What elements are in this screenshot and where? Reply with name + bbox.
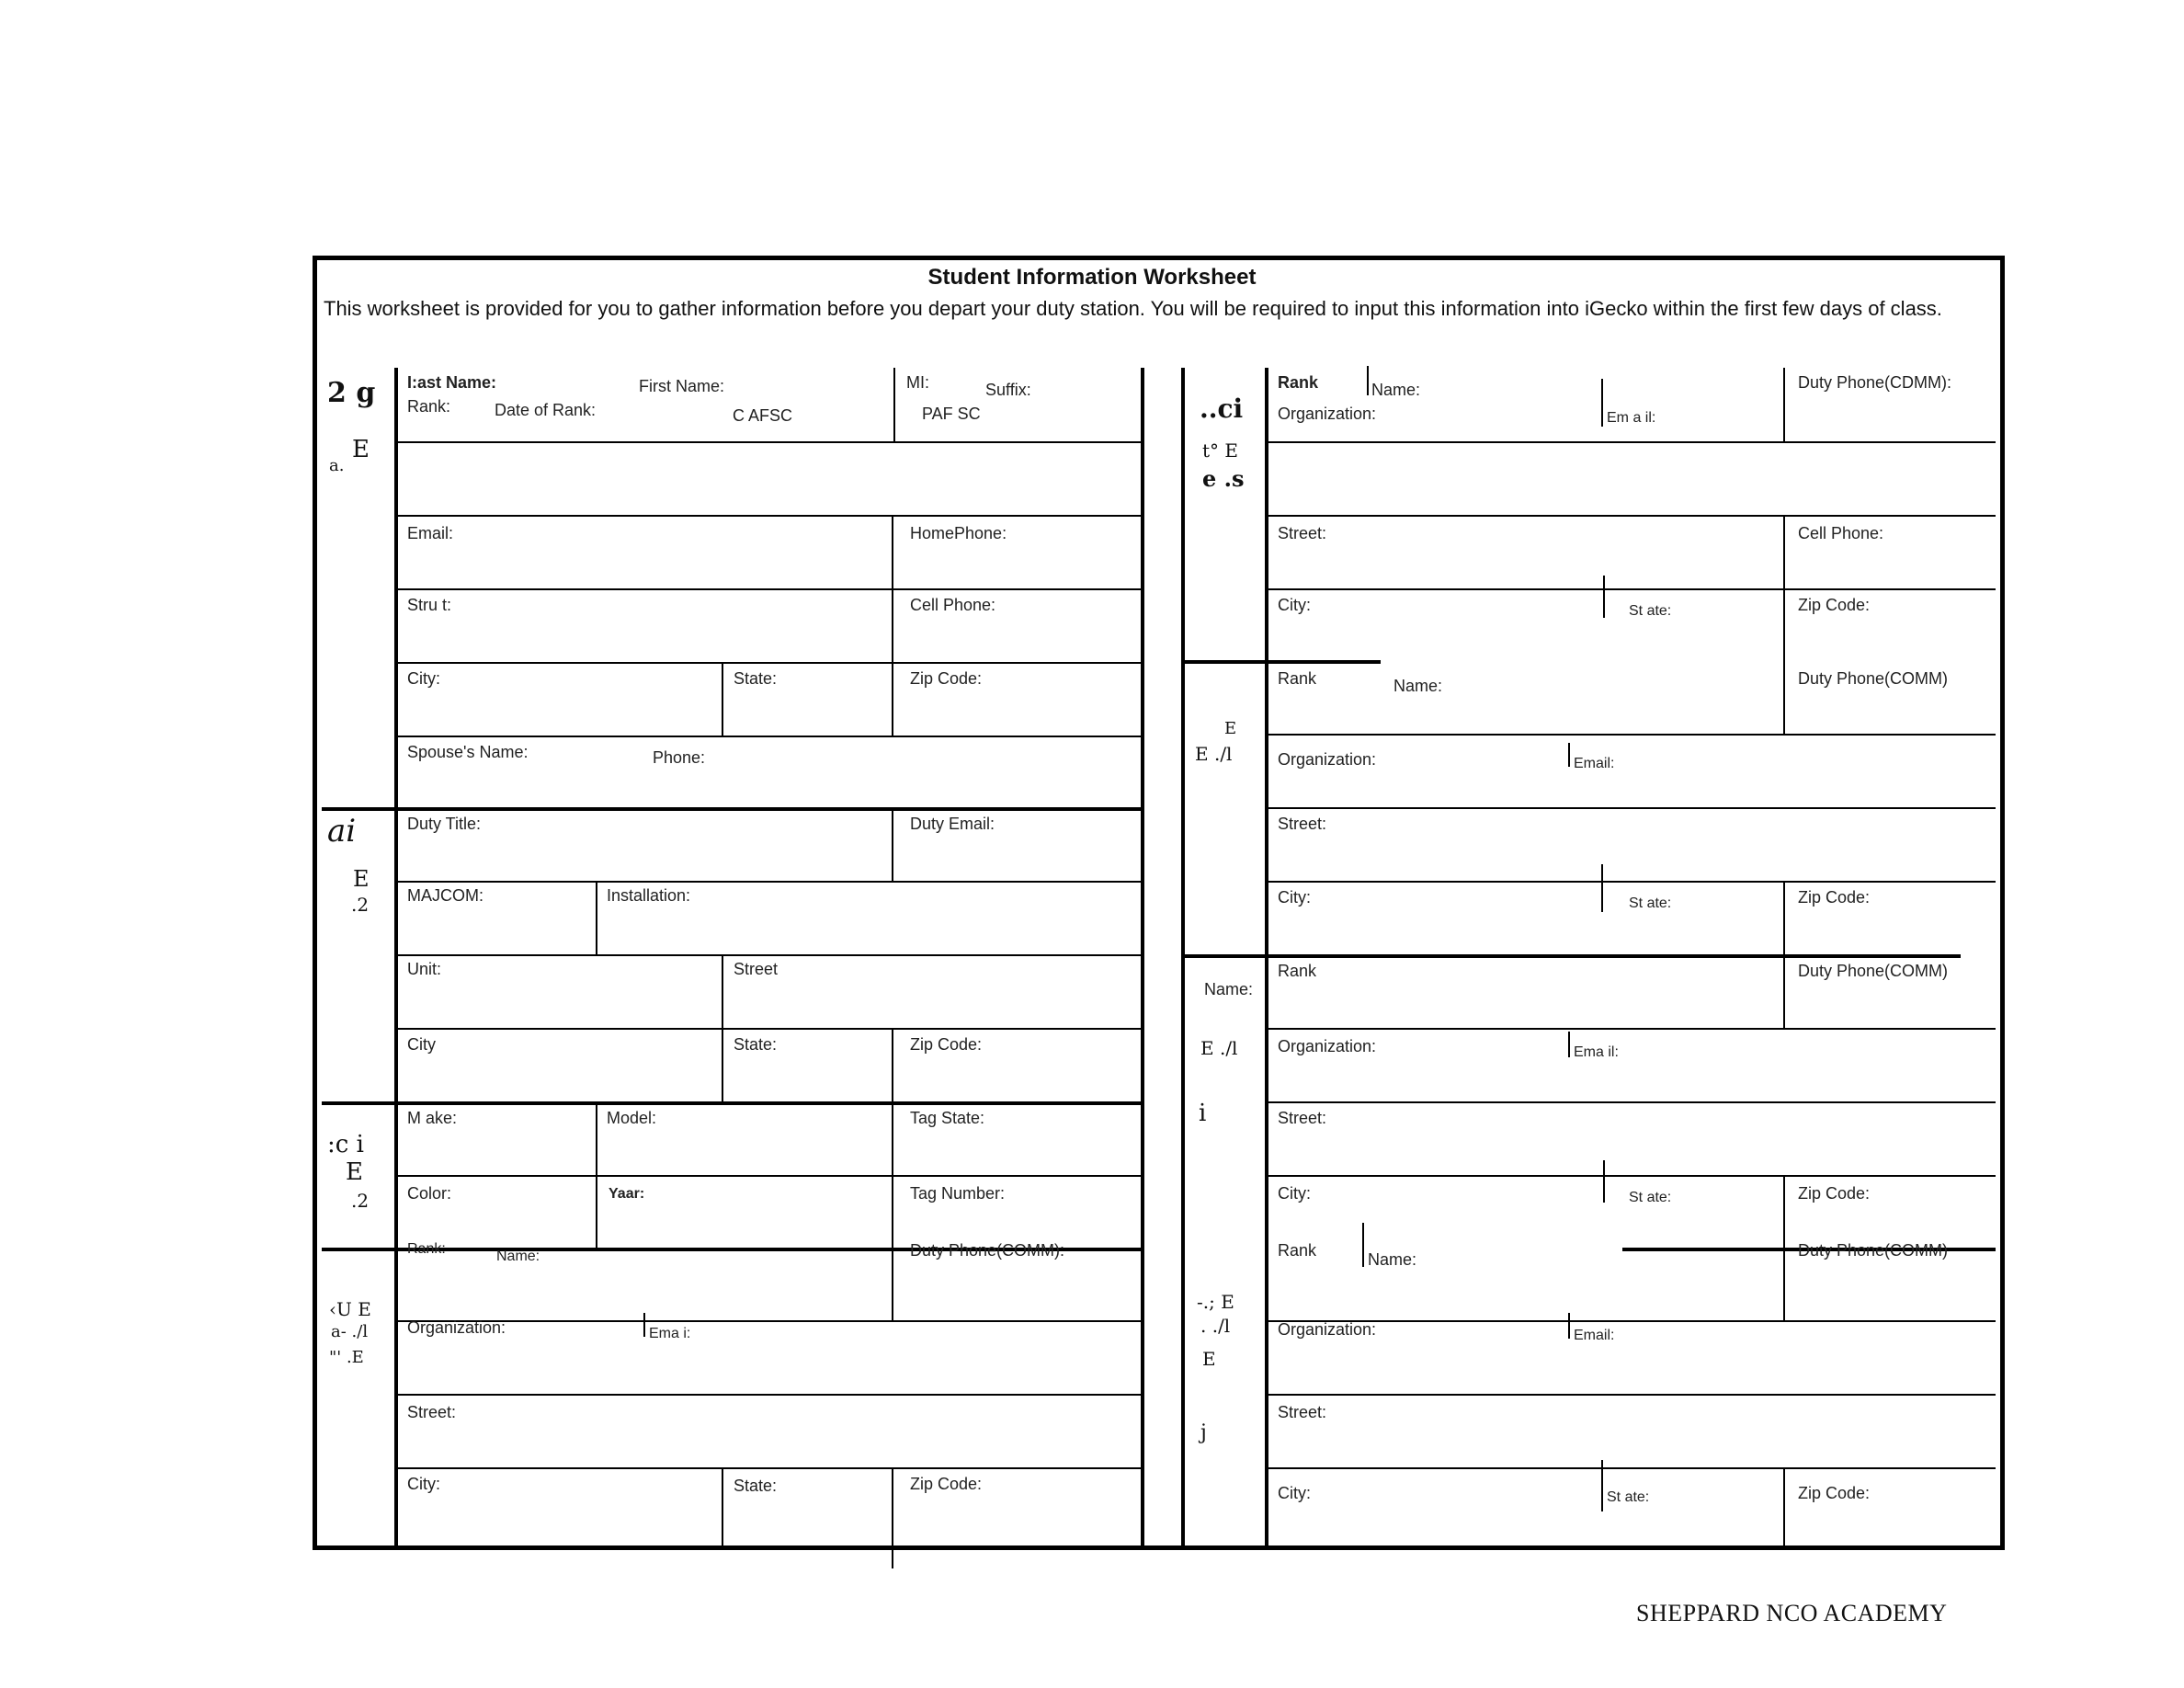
color-field[interactable] [396, 1177, 595, 1247]
street-field[interactable] [396, 590, 891, 662]
side-label-ref3: i [1199, 1100, 1207, 1127]
duty-street-label: Street [734, 960, 779, 978]
ref2-email-label: Email: [1574, 756, 1615, 771]
form-intro: This worksheet is provided for you to gather information before you depart your duty station. You will be required to input this information into iGecko within the first few days of class. [324, 297, 1942, 320]
side-label-ref4: . ./l [1200, 1315, 1231, 1337]
duty-city-field[interactable] [396, 1030, 721, 1101]
ref3-state-label: St ate: [1629, 1190, 1672, 1205]
ref4-state-field[interactable] [1605, 1469, 1782, 1548]
ref2-state-label: St ate: [1629, 895, 1672, 911]
ref4-zip-label: Zip Code: [1798, 1484, 1871, 1502]
ref3-zip-label: Zip Code: [1798, 1184, 1871, 1203]
street-label: Stru t: [407, 596, 452, 614]
form-title: Student Information Worksheet [927, 265, 1257, 290]
side-label-ref1: t° E [1202, 439, 1238, 462]
sup-org-email-field[interactable] [396, 1322, 1141, 1394]
side-label-personal: E [352, 436, 370, 463]
ref4-org-email-field[interactable] [1267, 1322, 1996, 1394]
duty-title-field[interactable] [396, 811, 891, 881]
ref1-org-email-field[interactable] [1267, 443, 1996, 515]
sup-org-label: Organization: [407, 1318, 506, 1337]
ref4-duty-phone-label: Duty Phone(COMM) [1798, 1241, 1949, 1260]
sup-duty-phone-label: Duty Phone(COMM): [910, 1241, 1065, 1260]
duty-state-field[interactable] [723, 1030, 891, 1101]
ref3-street-field[interactable] [1267, 1103, 1996, 1175]
side-label-supervisor: ‹U E [329, 1298, 371, 1320]
sup-street-label: Street: [407, 1403, 457, 1421]
ref4-state-label: St ate: [1607, 1489, 1650, 1505]
ref4-rank-name-field[interactable] [1267, 1250, 1782, 1320]
ref3-org-email-field[interactable] [1267, 1030, 1996, 1101]
side-label-vehicle: .2 [351, 1190, 370, 1212]
rank-label: Rank: [407, 397, 451, 416]
ref3-rank-label: Rank [1278, 962, 1317, 980]
ref1-name-label: Name: [1371, 381, 1421, 399]
year-field[interactable] [597, 1177, 891, 1247]
rule [1601, 379, 1603, 427]
installation-label: Installation: [607, 886, 691, 905]
zip-field[interactable] [893, 664, 1141, 736]
side-label-ref3: E ./l [1200, 1037, 1238, 1059]
rule [1601, 1460, 1603, 1511]
ref4-city-label: City: [1278, 1484, 1311, 1502]
ref2-duty-phone-field[interactable] [1785, 664, 1996, 734]
ref3-zip-field[interactable] [1785, 1177, 1996, 1247]
rule [1601, 864, 1603, 912]
duty-state-label: State: [734, 1035, 778, 1054]
ref1-email-label: Em a il: [1607, 410, 1656, 426]
model-field[interactable] [597, 1105, 891, 1175]
first-name-label: First Name: [639, 377, 725, 395]
majcom-field[interactable] [396, 883, 595, 954]
ref3-duty-phone-field[interactable] [1785, 958, 1996, 1028]
side-label-ref1: ..ci [1200, 393, 1244, 424]
center-left-rule [1141, 368, 1144, 1550]
ref4-city-field[interactable] [1267, 1469, 1598, 1548]
make-label: M ake: [407, 1109, 458, 1127]
sup-state-label: State: [734, 1477, 778, 1495]
tag-number-field[interactable] [893, 1177, 1141, 1247]
duty-email-field[interactable] [893, 811, 1141, 881]
ref4-zip-field[interactable] [1785, 1469, 1996, 1548]
ref1-street-field[interactable] [1267, 517, 1782, 588]
duty-city-label: City [407, 1035, 436, 1054]
ref3-rank-name-field[interactable] [1267, 958, 1782, 1028]
side-label-ref2: E ./l [1195, 743, 1233, 765]
side-label-personal: a. [329, 456, 345, 475]
city-label: City: [407, 669, 440, 688]
side-label-ref4: E [1202, 1348, 1216, 1370]
spouse-phone-label: Phone: [653, 748, 706, 767]
side-label-vehicle: :c i [327, 1131, 364, 1158]
side-label-duty: ai [327, 813, 357, 850]
side-label-supervisor: a- ./l [331, 1322, 369, 1341]
center-right-rule [1181, 368, 1185, 1550]
duty-zip-field[interactable] [893, 1030, 1141, 1101]
ref2-zip-field[interactable] [1785, 883, 1996, 954]
ref1-zip-field[interactable] [1785, 590, 1996, 660]
email-field[interactable] [396, 517, 891, 588]
email-label: Email: [407, 524, 454, 542]
ref2-street-label: Street: [1278, 815, 1327, 833]
ref3-name-label: Name: [1204, 980, 1254, 998]
cell-phone-label: Cell Phone: [910, 596, 996, 614]
unit-field[interactable] [396, 956, 721, 1028]
majcom-label: MAJCOM: [407, 886, 483, 905]
spouse-name-field[interactable] [396, 737, 644, 807]
ref2-rank-label: Rank [1278, 669, 1317, 688]
ref4-street-label: Street: [1278, 1403, 1327, 1421]
ref2-city-label: City: [1278, 888, 1311, 907]
state-label: State: [734, 669, 778, 688]
sup-street-field[interactable] [396, 1396, 1141, 1467]
city-field[interactable] [396, 664, 721, 736]
ref1-city-field[interactable] [1267, 590, 1598, 660]
tag-number-label: Tag Number: [910, 1184, 1006, 1203]
cell-phone-field[interactable] [893, 590, 1141, 662]
spouse-phone-field[interactable] [647, 737, 1141, 807]
date-of-rank-label: Date of Rank: [495, 401, 597, 419]
make-field[interactable] [396, 1105, 595, 1175]
ref1-cell-phone-field[interactable] [1785, 517, 1996, 588]
suffix-label: Suffix: [985, 381, 1031, 399]
ref1-duty-phone-label: Duty Phone(CDMM): [1798, 373, 1952, 392]
ref2-city-field[interactable] [1267, 883, 1598, 954]
ref2-org-label: Organization: [1278, 750, 1377, 769]
ref1-cell-phone-label: Cell Phone: [1798, 524, 1884, 542]
color-label: Color: [407, 1184, 452, 1203]
sup-rank-label: Rank: [407, 1241, 446, 1257]
last-name-label: I:ast Name: [407, 373, 497, 392]
ref1-state-label: St ate: [1629, 603, 1672, 619]
ref4-org-label: Organization: [1278, 1320, 1377, 1339]
duty-zip-label: Zip Code: [910, 1035, 983, 1054]
ref2-rank-name-field[interactable] [1267, 664, 1782, 734]
pafsc-label: PAF SC [922, 405, 981, 423]
ref3-org-label: Organization: [1278, 1037, 1377, 1055]
cafsc-label: C AFSC [733, 406, 793, 425]
home-phone-label: HomePhone: [910, 524, 1007, 542]
ref4-rank-label: Rank [1278, 1241, 1317, 1260]
ref1-city-label: City: [1278, 596, 1311, 614]
ref2-state-field[interactable] [1605, 883, 1782, 954]
installation-field[interactable] [597, 883, 1141, 954]
ref3-email-label: Ema il: [1574, 1044, 1619, 1060]
ref2-zip-label: Zip Code: [1798, 888, 1871, 907]
ref1-org-label: Organization: [1278, 405, 1377, 423]
side-label-ref1: e .s [1202, 465, 1245, 492]
state-field[interactable] [723, 664, 891, 736]
rule [1367, 366, 1369, 395]
sup-duty-phone-field[interactable] [893, 1250, 1141, 1320]
ref2-street-field[interactable] [1267, 809, 1996, 881]
sup-city-field[interactable] [396, 1469, 721, 1548]
sup-state-field[interactable] [723, 1469, 891, 1548]
ref2-duty-phone-label: Duty Phone(COMM) [1798, 669, 1949, 688]
duty-title-label: Duty Title: [407, 815, 482, 833]
sup-zip-label: Zip Code: [910, 1475, 983, 1493]
ref1-rank-label: Rank [1278, 373, 1319, 392]
year-label: Yaar: [609, 1186, 645, 1202]
side-label-duty: E [353, 866, 370, 892]
ref4-email-label: Email: [1574, 1328, 1615, 1343]
side-label-ref4: -.; E [1197, 1291, 1234, 1313]
ref4-street-field[interactable] [1267, 1396, 1996, 1467]
name-rank-entry[interactable] [396, 443, 1141, 515]
ref2-org-email-field[interactable] [1267, 736, 1996, 807]
ref1-zip-label: Zip Code: [1798, 596, 1871, 614]
model-label: Model: [607, 1109, 657, 1127]
sup-name-label: Name: [496, 1249, 540, 1264]
sup-city-label: City: [407, 1475, 440, 1493]
sup-rank-name-field[interactable] [396, 1250, 891, 1320]
ref2-name-label: Name: [1393, 677, 1443, 695]
side-label-ref4: j [1200, 1421, 1207, 1444]
side-label-vehicle: E [346, 1158, 363, 1186]
side-label-supervisor: "' .E [329, 1348, 364, 1367]
tag-state-field[interactable] [893, 1105, 1141, 1175]
academy-footer: SHEPPARD NCO ACADEMY [1636, 1600, 1948, 1626]
rule [893, 368, 895, 441]
ref1-state-field[interactable] [1605, 590, 1782, 660]
ref3-city-field[interactable] [1267, 1177, 1598, 1247]
duty-email-label: Duty Email: [910, 815, 995, 833]
ref1-street-label: Street: [1278, 524, 1327, 542]
ref3-state-field[interactable] [1605, 1177, 1782, 1247]
mi-label: MI: [906, 373, 929, 392]
side-label-duty: .2 [351, 894, 370, 916]
home-phone-field[interactable] [893, 517, 1141, 588]
side-label-personal: 2 g [327, 377, 376, 409]
spouse-name-label: Spouse's Name: [407, 743, 529, 761]
ref3-street-label: Street: [1278, 1109, 1327, 1127]
ref4-duty-phone-field[interactable] [1785, 1250, 1996, 1320]
duty-street-field[interactable] [723, 956, 1141, 1028]
sup-email-label: Ema i: [649, 1326, 691, 1341]
zip-label: Zip Code: [910, 669, 983, 688]
unit-label: Unit: [407, 960, 442, 978]
ref3-duty-phone-label: Duty Phone(COMM) [1798, 962, 1949, 980]
sup-zip-field[interactable] [893, 1469, 1141, 1548]
tag-state-label: Tag State: [910, 1109, 985, 1127]
ref4-name-label: Name: [1368, 1250, 1417, 1269]
side-label-ref2: E [1224, 719, 1237, 738]
ref3-city-label: City: [1278, 1184, 1311, 1203]
rule [1783, 368, 1785, 441]
